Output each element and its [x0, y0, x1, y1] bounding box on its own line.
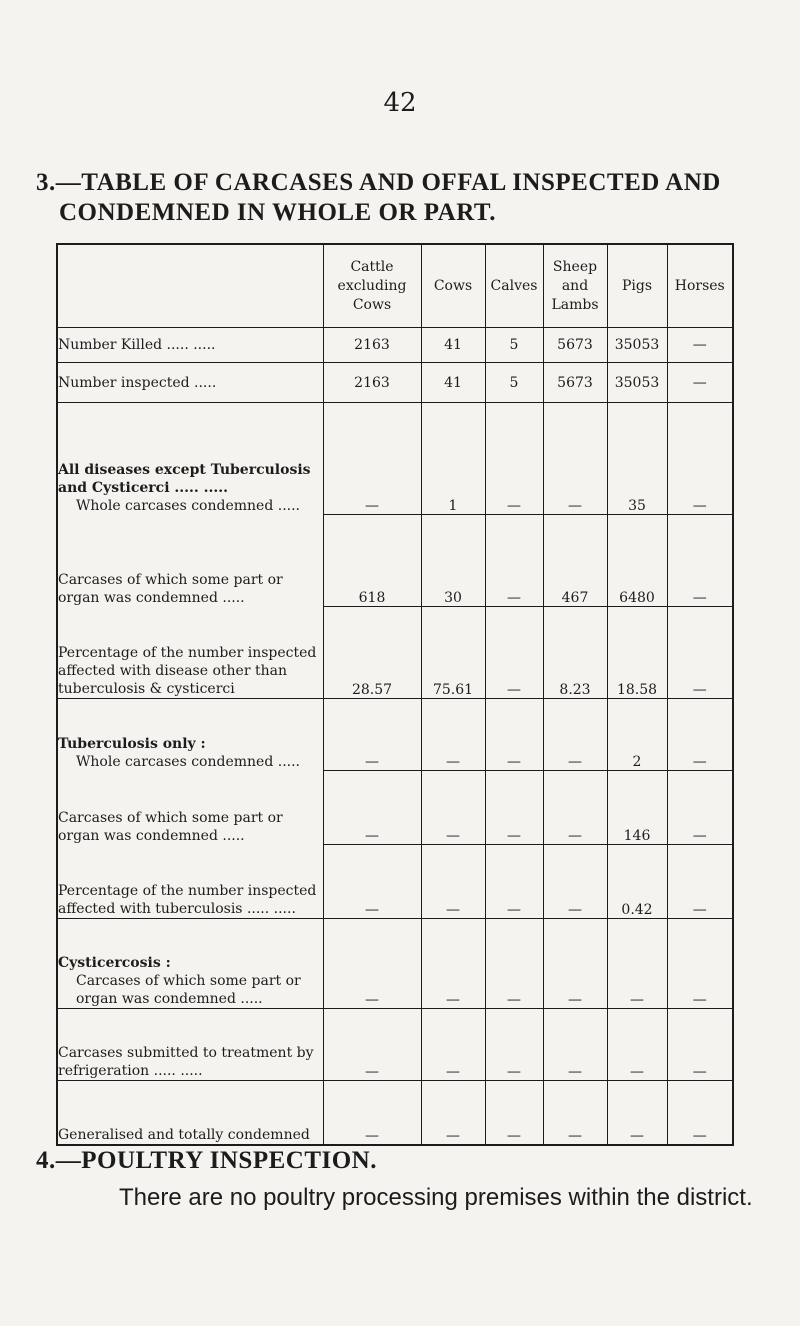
row-label: Number Killed ..... .....	[57, 328, 323, 363]
header-cattle: Cattle excluding Cows	[323, 244, 421, 328]
value-cell: 2163	[323, 328, 421, 363]
value-cell: —	[667, 328, 733, 363]
value-cell: —	[667, 607, 733, 699]
value-cell: —	[543, 919, 607, 1009]
value-cell: —	[667, 515, 733, 607]
value-cell: 75.61	[421, 607, 485, 699]
section-3-title-line-2: CONDEMNED IN WHOLE OR PART.	[59, 199, 496, 226]
value-cell: —	[667, 771, 733, 845]
value-cell: —	[607, 919, 667, 1009]
header-blank	[57, 244, 323, 328]
value-cell: —	[323, 1009, 421, 1081]
value-cell: —	[485, 919, 543, 1009]
value-cell: —	[543, 699, 607, 771]
value-cell: —	[485, 1081, 543, 1145]
value-cell: —	[421, 699, 485, 771]
value-cell: —	[485, 845, 543, 919]
value-cell: 2	[607, 699, 667, 771]
group-heading-tuberculosis: Tuberculosis only :	[58, 735, 206, 752]
row-label: Number inspected .....	[57, 363, 323, 403]
value-cell: —	[421, 1081, 485, 1145]
value-cell: 41	[421, 328, 485, 363]
value-cell: 5673	[543, 363, 607, 403]
table-row	[57, 607, 733, 699]
value-cell: —	[543, 1009, 607, 1081]
value-cell: —	[323, 919, 421, 1009]
value-cell: 2163	[323, 363, 421, 403]
value-cell: 35053	[607, 328, 667, 363]
carcases-table	[56, 243, 734, 1146]
table-row	[57, 771, 733, 845]
value-cell: —	[323, 771, 421, 845]
row-label-group	[57, 403, 323, 515]
value-cell: 28.57	[323, 607, 421, 699]
value-cell: —	[667, 919, 733, 1009]
value-cell: —	[543, 403, 607, 515]
section-4-title: 4.—POULTRY INSPECTION.	[36, 1147, 377, 1174]
value-cell: —	[323, 1081, 421, 1145]
value-cell: —	[667, 363, 733, 403]
table-row	[57, 328, 733, 363]
value-cell: —	[323, 403, 421, 515]
row-label-group	[57, 771, 323, 845]
value-cell: —	[323, 845, 421, 919]
value-cell: 8.23	[543, 607, 607, 699]
value-cell: —	[667, 1009, 733, 1081]
section-3-title-line-1: 3.—TABLE OF CARCASES AND OFFAL INSPECTED AND	[36, 169, 721, 196]
value-cell: —	[667, 1081, 733, 1145]
value-cell: 5	[485, 328, 543, 363]
value-cell: —	[667, 699, 733, 771]
row-label: Whole carcases condemned .....	[76, 497, 300, 514]
value-cell: —	[667, 845, 733, 919]
value-cell: —	[485, 403, 543, 515]
value-cell: 5	[485, 363, 543, 403]
value-cell: —	[607, 1081, 667, 1145]
value-cell: 30	[421, 515, 485, 607]
value-cell: —	[543, 1081, 607, 1145]
table-row	[57, 515, 733, 607]
row-label: Whole carcases condemned .....	[76, 753, 300, 770]
table-row	[57, 699, 733, 771]
value-cell: 35	[607, 403, 667, 515]
value-cell: 146	[607, 771, 667, 845]
table-row	[57, 1081, 733, 1145]
value-cell: —	[485, 699, 543, 771]
value-cell: 1	[421, 403, 485, 515]
row-label-group	[57, 845, 323, 919]
table-row	[57, 403, 733, 515]
row-label-group	[57, 607, 323, 699]
value-cell: 467	[543, 515, 607, 607]
row-label: Percentage of the number inspected affected with tuberculosis ..... .....	[58, 883, 317, 917]
value-cell: 35053	[607, 363, 667, 403]
value-cell: —	[323, 699, 421, 771]
row-label: Carcases of which some part or organ was condemned .....	[58, 571, 283, 606]
value-cell: —	[485, 1009, 543, 1081]
group-heading-all-diseases: All diseases except Tuberculosis and Cysticerci ..... .....	[58, 461, 311, 496]
value-cell: 18.58	[607, 607, 667, 699]
group-heading-cysticercosis: Cysticercosis :	[58, 955, 171, 971]
row-label: Percentage of the number inspected affected with disease other than tuberculosis & cysticerci	[58, 645, 317, 697]
value-cell: —	[543, 771, 607, 845]
section-3-title	[36, 168, 766, 228]
value-cell: —	[607, 1009, 667, 1081]
table-row	[57, 845, 733, 919]
value-cell: —	[667, 403, 733, 515]
row-label-group	[57, 515, 323, 607]
header-calves: Calves	[485, 244, 543, 328]
table-row	[57, 919, 733, 1009]
row-label: Carcases of which some part or organ was condemned .....	[58, 809, 283, 844]
value-cell: 6480	[607, 515, 667, 607]
table-row	[57, 363, 733, 403]
header-row	[57, 244, 733, 328]
value-cell: —	[421, 919, 485, 1009]
value-cell: 618	[323, 515, 421, 607]
row-label: Carcases of which some part or organ was condemned .....	[76, 973, 301, 1007]
row-label-group	[57, 699, 323, 771]
row-label: Generalised and totally condemned	[57, 1081, 323, 1145]
value-cell: —	[421, 771, 485, 845]
header-cows: Cows	[421, 244, 485, 328]
value-cell: 41	[421, 363, 485, 403]
header-horses: Horses	[667, 244, 733, 328]
value-cell: —	[421, 1009, 485, 1081]
page-number: 42	[383, 88, 417, 118]
table-row	[57, 1009, 733, 1081]
poultry-note: There are no poultry processing premises within the district.	[119, 1184, 753, 1211]
value-cell: 5673	[543, 328, 607, 363]
header-sheep: Sheep and Lambs	[543, 244, 607, 328]
value-cell: —	[421, 845, 485, 919]
value-cell: —	[485, 607, 543, 699]
row-label-group	[57, 919, 323, 1009]
row-label: Carcases submitted to treatment by refrigeration ..... .....	[57, 1009, 323, 1081]
value-cell: —	[543, 845, 607, 919]
value-cell: —	[485, 515, 543, 607]
value-cell: 0.42	[607, 845, 667, 919]
header-pigs: Pigs	[607, 244, 667, 328]
value-cell: —	[485, 771, 543, 845]
